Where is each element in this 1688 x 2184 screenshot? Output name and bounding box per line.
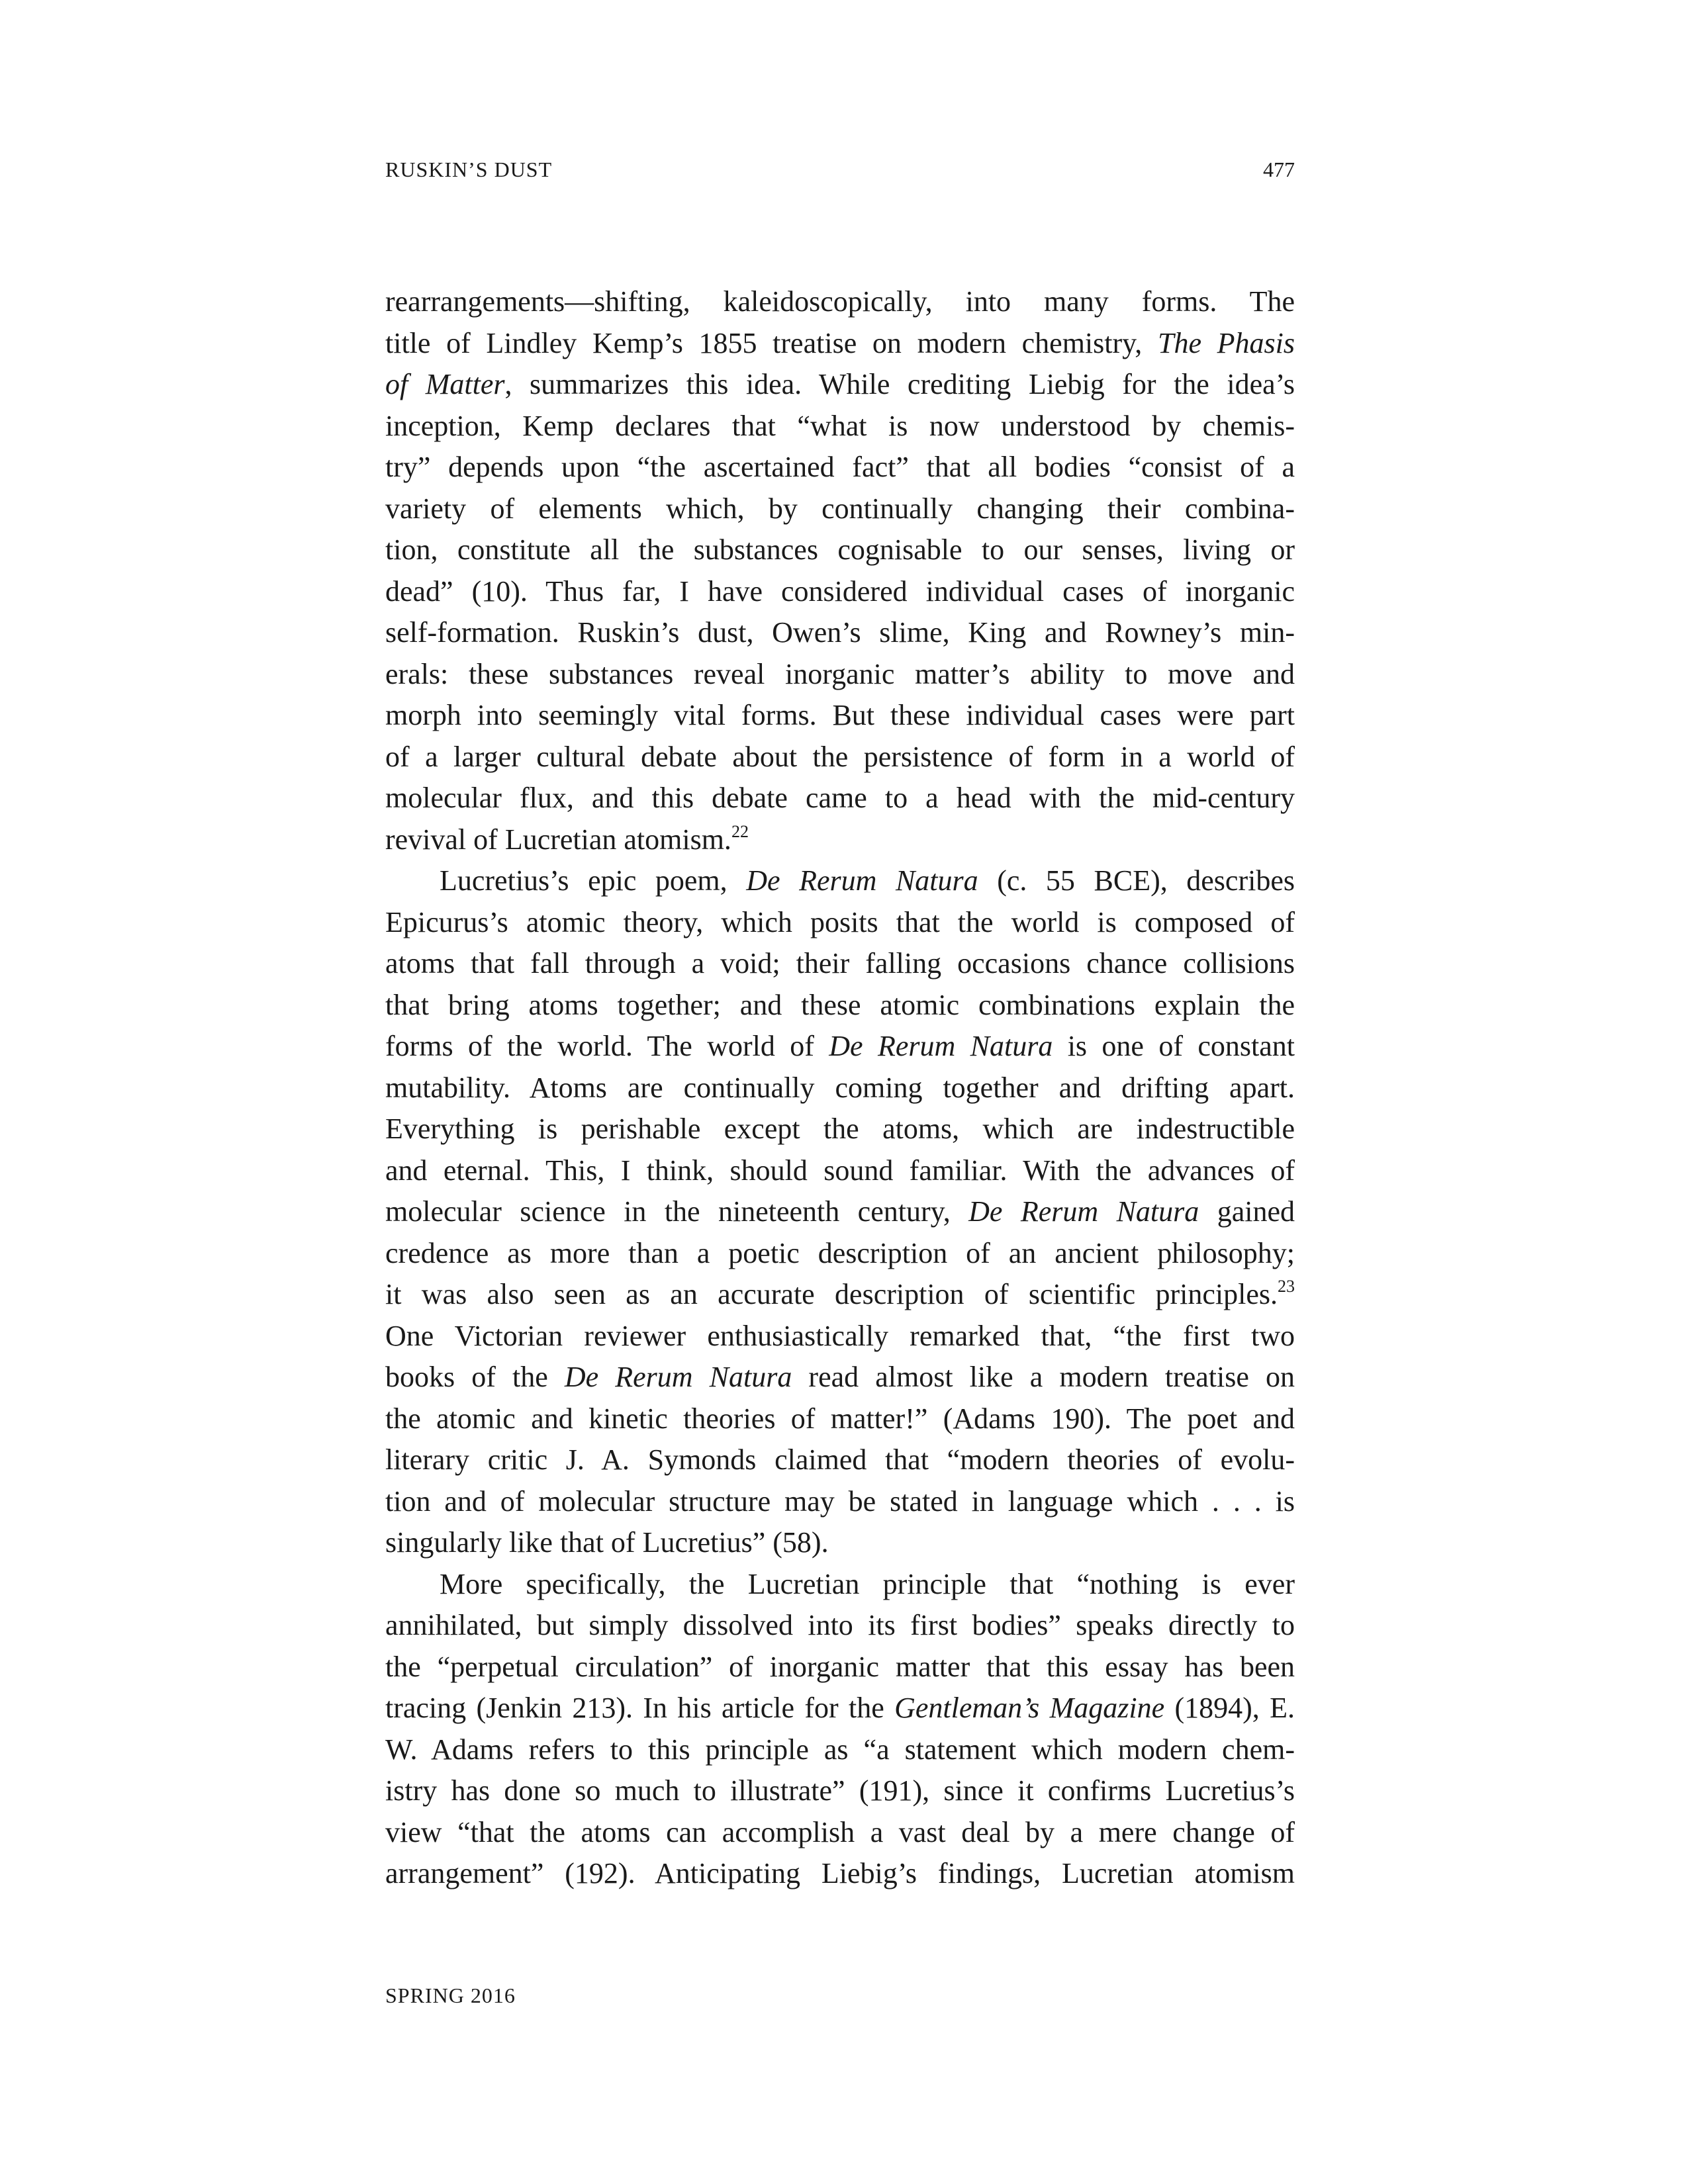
body-line: Lucretius’s epic poem, De Rerum Natura (c. 55 BCE), describes (440, 864, 1295, 897)
body-line: molecular science in the nineteenth century, De Rerum Natura gained (385, 1195, 1295, 1228)
body-line: literary critic J. A. Symonds claimed that “modern theories of evolu- (385, 1443, 1295, 1476)
body-line: Everything is perishable except the atoms, which are indestructible (385, 1113, 1295, 1145)
body-line: the “perpetual circulation” of inorganic matter that this essay has been (385, 1650, 1295, 1683)
body-line: morph into seemingly vital forms. But these individual cases were part (385, 699, 1295, 731)
body-line: W. Adams refers to this principle as “a statement which modern chem- (385, 1733, 1295, 1766)
body-line: self-formation. Ruskin’s dust, Owen’s slime, King and Rowney’s min- (385, 616, 1295, 649)
body-line: One Victorian reviewer enthusiastically remarked that, “the first two (385, 1319, 1295, 1352)
body-line: credence as more than a poetic description of an ancient philosophy; (385, 1236, 1295, 1269)
body-line: molecular flux, and this debate came to a head with the mid-century (385, 782, 1295, 814)
body-line: arrangement” (192). Anticipating Liebig’s findings, Lucretian atomism (385, 1857, 1295, 1889)
body-line: try” depends upon “the ascertained fact” that all bodies “consist of a (385, 451, 1295, 483)
body-line: of a larger cultural debate about the persistence of form in a world of (385, 740, 1295, 773)
page-number: 477 (1263, 158, 1295, 181)
issue-footer: SPRING 2016 (385, 1983, 516, 2007)
footnote-ref: 23 (1278, 1277, 1295, 1296)
body-line: annihilated, but simply dissolved into its first bodies” speaks directly to (385, 1609, 1295, 1641)
body-line: mutability. Atoms are continually coming together and drifting apart. (385, 1071, 1295, 1104)
body-line: tion and of molecular structure may be stated in language which . . . is (385, 1484, 1295, 1518)
body-text (385, 281, 1295, 1895)
body-line: Epicurus’s atomic theory, which posits that the world is composed of (385, 905, 1295, 938)
body-line: title of Lindley Kemp’s 1855 treatise on modern chemistry, The Phasis (385, 326, 1295, 359)
body-line: revival of Lucretian atomism.$^{22}$ (385, 821, 749, 856)
body-line: inception, Kemp declares that “what is now understood by chemis- (385, 409, 1295, 442)
body-line: forms of the world. The world of De Rerum Natura is one of constant (385, 1030, 1295, 1062)
body-line: of Matter, summarizes this idea. While crediting Liebig for the idea’s (385, 368, 1295, 400)
body-line: atoms that fall through a void; their falling occasions chance collisions (385, 947, 1295, 979)
body-line: it was also seen as an accurate description of scientific principles.$^{23}$ (385, 1277, 1295, 1310)
body-line: erals: these substances reveal inorganic matter’s ability to move and (385, 657, 1295, 690)
body-line: that bring atoms together; and these atomic combinations explain the (385, 988, 1295, 1021)
body-line: the atomic and kinetic theories of matter!” (Adams 190). The poet and (385, 1402, 1295, 1435)
body-line: books of the De Rerum Natura read almost like a modern treatise on (385, 1361, 1295, 1393)
body-line: view “that the atoms can accomplish a vast deal by a mere change of (385, 1815, 1295, 1848)
body-line: variety of elements which, by continually changing their combina- (385, 492, 1295, 525)
body-line: singularly like that of Lucretius” (58). (385, 1526, 829, 1559)
body-line: More specifically, the Lucretian principle that “nothing is ever (440, 1567, 1295, 1600)
body-line: istry has done so much to illustrate” (191), since it confirms Lucretius’s (385, 1774, 1295, 1807)
body-line: dead” (10). Thus far, I have considered individual cases of inorganic (385, 574, 1295, 608)
body-line: tion, constitute all the substances cognisable to our senses, living or (385, 533, 1295, 566)
body-line: and eternal. This, I think, should sound familiar. With the advances of (385, 1154, 1295, 1187)
footnote-ref: 22 (731, 821, 749, 841)
running-head: RUSKIN’S DUST (385, 158, 553, 181)
body-line: tracing (Jenkin 213). In his article for the Gentleman’s Magazine (1894), E. (385, 1692, 1295, 1724)
body-line: rearrangements—shifting, kaleidoscopically, into many forms. The (385, 285, 1295, 318)
